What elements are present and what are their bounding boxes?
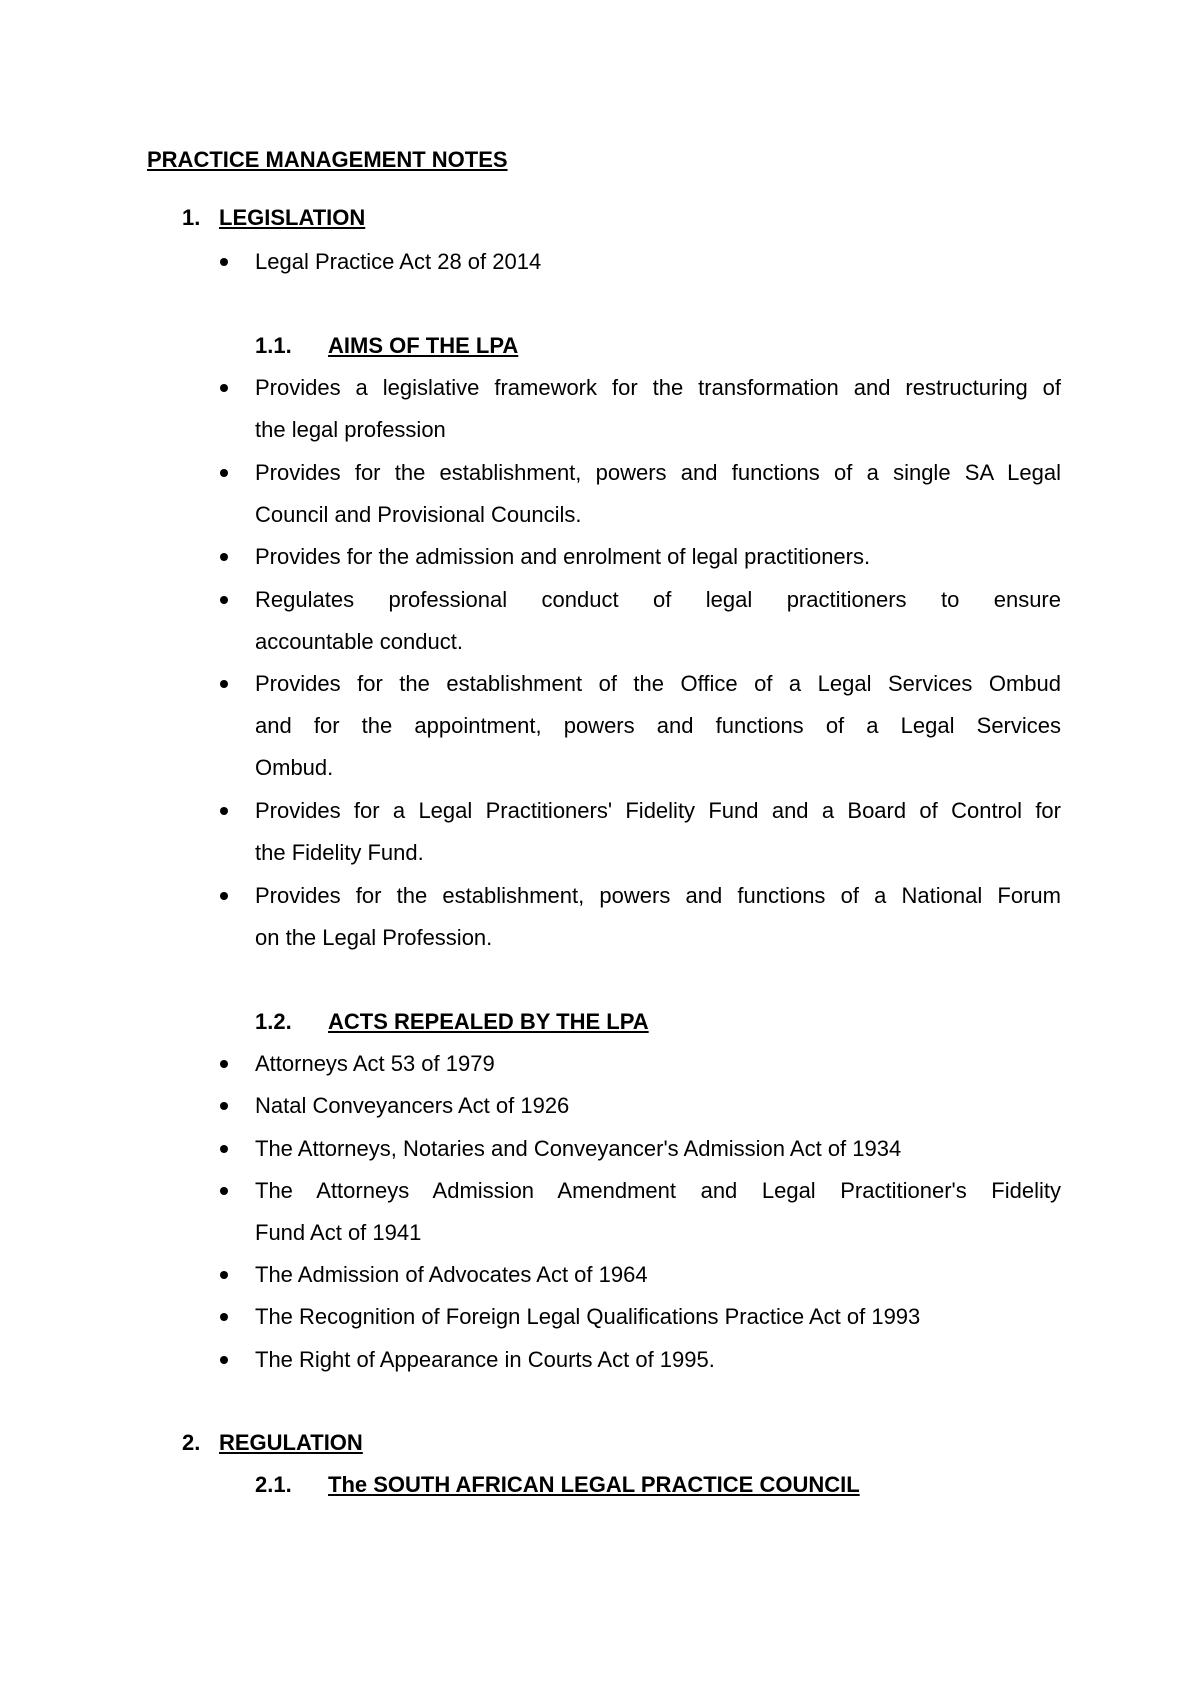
list-item-line: Provides for the establishment of the Office of a Legal Services Ombud: [255, 671, 1061, 696]
bullet-icon: [220, 1060, 228, 1068]
list-item-line: and for the appointment, powers and functions of a Legal Services: [255, 713, 1061, 738]
list-item: Attorneys Act 53 of 1979: [255, 1051, 495, 1076]
list-item: The Admission of Advocates Act of 1964: [255, 1262, 648, 1287]
bullet-icon: [220, 596, 228, 604]
list-item-line: Provides for the establishment, powers and functions of a National Forum: [255, 883, 1061, 908]
section-2-1-number: 2.1.: [255, 1472, 292, 1497]
list-item-line: Council and Provisional Councils.: [255, 502, 582, 527]
bullet-icon: [220, 384, 228, 392]
bullet-icon: [220, 1356, 228, 1364]
bullet-icon: [220, 1271, 228, 1279]
list-item: Provides for the admission and enrolment of legal practitioners.: [255, 544, 871, 569]
section-2-1-heading: The SOUTH AFRICAN LEGAL PRACTICE COUNCIL: [328, 1472, 860, 1497]
list-item: The Attorneys, Notaries and Conveyancer's Admission Act of 1934: [255, 1136, 902, 1161]
list-item-line: the legal profession: [255, 417, 446, 442]
section-1-2-heading: ACTS REPEALED BY THE LPA: [328, 1009, 649, 1034]
bullet-icon: [220, 258, 228, 266]
bullet-icon: [220, 1145, 228, 1153]
list-item-line: Provides for a Legal Practitioners' Fidelity Fund and a Board of Control for: [255, 798, 1061, 823]
list-item-line: Provides for the establishment, powers and functions of a single SA Legal: [255, 460, 1061, 485]
section-1-number: 1.: [182, 205, 201, 230]
bullet-icon: [220, 1313, 228, 1321]
document-title: PRACTICE MANAGEMENT NOTES: [147, 147, 508, 172]
section-1-2-number: 1.2.: [255, 1009, 292, 1034]
bullet-icon: [220, 807, 228, 815]
list-item-line: Provides a legislative framework for the transformation and restructuring of: [255, 375, 1061, 400]
bullet-icon: [220, 1187, 228, 1195]
list-item: Natal Conveyancers Act of 1926: [255, 1093, 570, 1118]
bullet-icon: [220, 680, 228, 688]
list-item-line: Fund Act of 1941: [255, 1220, 422, 1245]
list-item-line: on the Legal Profession.: [255, 925, 493, 950]
bullet-icon: [220, 469, 228, 477]
list-item: Legal Practice Act 28 of 2014: [255, 249, 542, 274]
bullet-icon: [220, 1102, 228, 1110]
section-2-heading: REGULATION: [219, 1430, 363, 1455]
bullet-icon: [220, 892, 228, 900]
list-item-line: the Fidelity Fund.: [255, 840, 424, 865]
list-item: The Right of Appearance in Courts Act of 1995.: [255, 1347, 715, 1372]
section-1-heading: LEGISLATION: [219, 205, 366, 230]
list-item-line: The Attorneys Admission Amendment and Legal Practitioner's Fidelity: [255, 1178, 1061, 1203]
section-1-1-number: 1.1.: [255, 333, 292, 358]
section-1-1-heading: AIMS OF THE LPA: [328, 333, 519, 358]
bullet-icon: [220, 553, 228, 561]
list-item: The Recognition of Foreign Legal Qualifications Practice Act of 1993: [255, 1304, 921, 1329]
list-item-line: Ombud.: [255, 755, 334, 780]
list-item-line: Regulates professional conduct of legal practitioners to ensure: [255, 587, 1061, 612]
list-item-line: accountable conduct.: [255, 629, 463, 654]
section-2-number: 2.: [182, 1430, 201, 1455]
